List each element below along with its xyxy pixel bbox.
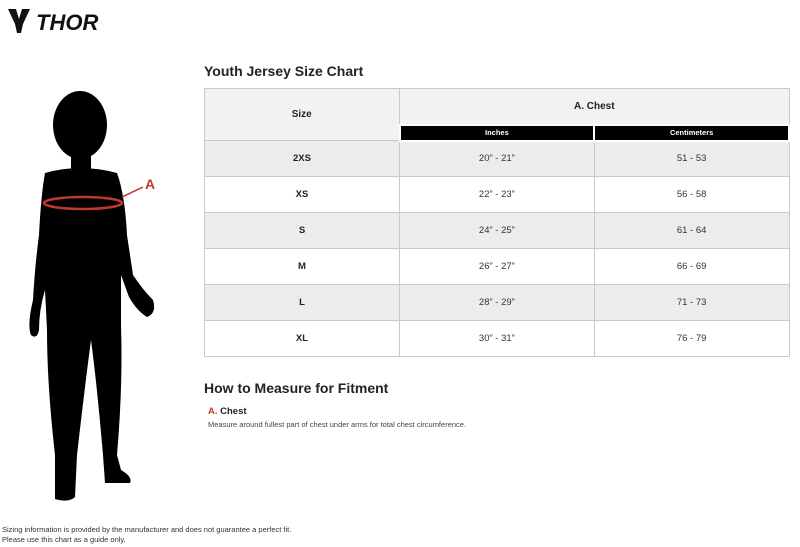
table-row bbox=[205, 285, 790, 321]
size-cell: M bbox=[205, 249, 400, 285]
table-header-row bbox=[205, 89, 790, 126]
table-row bbox=[205, 213, 790, 249]
table-row bbox=[205, 249, 790, 285]
size-cell: XS bbox=[205, 177, 400, 213]
disclaimer bbox=[2, 525, 291, 545]
thor-logo-icon bbox=[8, 6, 133, 36]
size-cell: 2XS bbox=[205, 141, 400, 177]
measure-item-chest bbox=[208, 406, 247, 417]
inches-cell: 26” - 27” bbox=[400, 249, 595, 285]
inches-cell: 22” - 23” bbox=[400, 177, 595, 213]
size-cell: XL bbox=[205, 321, 400, 357]
child-silhouette bbox=[25, 85, 165, 505]
disclaimer-line-2: Please use this chart as a guide only. bbox=[2, 535, 126, 544]
chest-column-header: A. Chest bbox=[400, 89, 790, 126]
cm-cell: 66 - 69 bbox=[594, 249, 789, 285]
size-cell: L bbox=[205, 285, 400, 321]
table-row bbox=[205, 321, 790, 357]
cm-cell: 61 - 64 bbox=[594, 213, 789, 249]
measure-item-letter: A. bbox=[208, 406, 218, 417]
size-chart-title: Youth Jersey Size Chart bbox=[204, 63, 364, 79]
inches-cell: 30” - 31” bbox=[400, 321, 595, 357]
chest-measure-pointer bbox=[122, 187, 143, 197]
table-row bbox=[205, 141, 790, 177]
inches-cell: 20” - 21” bbox=[400, 141, 595, 177]
chest-marker-label: A bbox=[145, 176, 156, 192]
size-column-header: Size bbox=[205, 89, 400, 141]
logo-text: THOR bbox=[36, 10, 99, 35]
size-chart-table bbox=[204, 88, 790, 357]
measure-item-description: Measure around fullest part of chest under arms for total chest circumference. bbox=[208, 420, 467, 429]
inches-header: Inches bbox=[400, 125, 595, 140]
inches-cell: 28” - 29” bbox=[400, 285, 595, 321]
measure-item-name: Chest bbox=[220, 406, 247, 417]
cm-cell: 51 - 53 bbox=[594, 141, 789, 177]
cm-cell: 76 - 79 bbox=[594, 321, 789, 357]
cm-cell: 56 - 58 bbox=[594, 177, 789, 213]
size-cell: S bbox=[205, 213, 400, 249]
cm-cell: 71 - 73 bbox=[594, 285, 789, 321]
disclaimer-line-1: Sizing information is provided by the manufacturer and does not guarantee a perfect fit. bbox=[2, 525, 292, 534]
inches-cell: 24” - 25” bbox=[400, 213, 595, 249]
table-row bbox=[205, 177, 790, 213]
thor-logo bbox=[8, 6, 133, 36]
measure-section-title: How to Measure for Fitment bbox=[204, 380, 389, 396]
child-silhouette-icon bbox=[25, 85, 165, 505]
centimeters-header: Centimeters bbox=[594, 125, 789, 140]
